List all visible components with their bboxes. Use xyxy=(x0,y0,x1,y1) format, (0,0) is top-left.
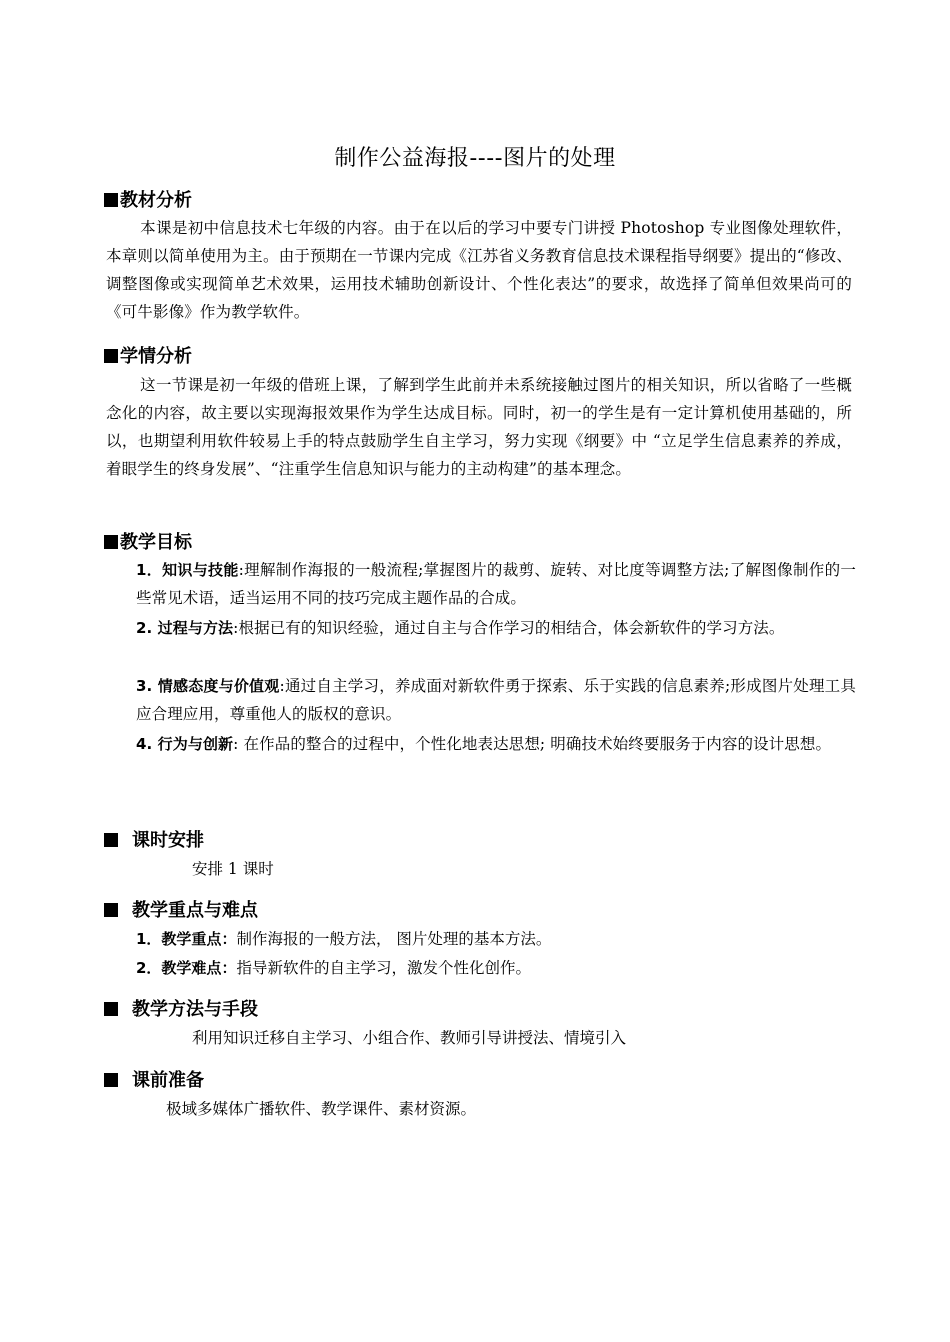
square-bullet-icon xyxy=(104,193,118,207)
goal-item-innovation: 4. 行为与创新: 在作品的整合的过程中，个性化地表达思想; 明确技术始终要服务于内容的设计思想。 xyxy=(136,735,832,753)
goal-item-knowledge: 1．知识与技能:理解制作海报的一般流程;掌握图片的裁剪、旋转、对比度等调整方法;了解图像制作的一些常见术语，适当运用不同的技巧完成主题作品的合成。 xyxy=(136,561,856,607)
page-title: 制作公益海报----图片的处理 xyxy=(334,146,616,171)
goal-item-attitude: 3. 情感态度与价值观:通过自主学习，养成面对新软件勇于探索、乐于实践的信息素养;形成图片处理工具应合理应用，尊重他人的版权的意识。 xyxy=(136,677,856,723)
section-body-material: 本课是初中信息技术七年级的内容。由于在以后的学习中要专门讲授 Photoshop 专业图像处理软件，本章则以简单使用为主。由于预期在一节课内完成《江苏省义务教育信息技术课程指导纲要》提出的“修改、调整图像或实现简单艺术效果，运用技术辅助创新设计、个性化表达”的要求，故选择了简单但效果尚可的《可牛影像》作为教学软件。 xyxy=(106,219,852,321)
section-heading-methods: 教学方法与手段 xyxy=(104,997,258,1023)
keypoint-item-difficulty: 2．教学难点：指导新软件的自主学习，激发个性化创作。 xyxy=(136,959,531,977)
goal-item-process: 2. 过程与方法:根据已有的知识经验，通过自主与合作学习的相结合，体会新软件的学习方法。 xyxy=(136,619,785,637)
section-body-preparation: 极域多媒体广播软件、教学课件、素材资源。 xyxy=(166,1100,477,1118)
square-bullet-icon xyxy=(104,349,118,363)
section-heading-students: 学情分析 xyxy=(104,344,192,370)
section-heading-goals: 教学目标 xyxy=(104,530,192,556)
section-body-schedule: 安排 1 课时 xyxy=(192,860,274,878)
square-bullet-icon xyxy=(104,833,118,847)
keypoint-item-focus: 1．教学重点：制作海报的一般方法， 图片处理的基本方法。 xyxy=(136,930,552,948)
square-bullet-icon xyxy=(104,903,118,917)
section-heading-preparation: 课前准备 xyxy=(104,1068,204,1094)
square-bullet-icon xyxy=(104,1002,118,1016)
section-heading-schedule: 课时安排 xyxy=(104,828,204,854)
section-body-students: 这一节课是初一年级的借班上课，了解到学生此前并未系统接触过图片的相关知识，所以省略了一些概念化的内容，故主要以实现海报效果作为学生达成目标。同时，初一的学生是有一定计算机使用基础的，所以，也期望利用软件较易上手的特点鼓励学生自主学习，努力实现《纲要》中 “立足学生信息素养的养成，着眼学生的终身发展”、“注重学生信息知识与能力的主动构建”的基本理念。 xyxy=(106,376,852,478)
section-body-methods: 利用知识迁移自主学习、小组合作、教师引导讲授法、情境引入 xyxy=(192,1029,627,1047)
square-bullet-icon xyxy=(104,535,118,549)
square-bullet-icon xyxy=(104,1073,118,1087)
section-heading-keypoints: 教学重点与难点 xyxy=(104,898,258,924)
section-heading-material: 教材分析 xyxy=(104,188,192,214)
